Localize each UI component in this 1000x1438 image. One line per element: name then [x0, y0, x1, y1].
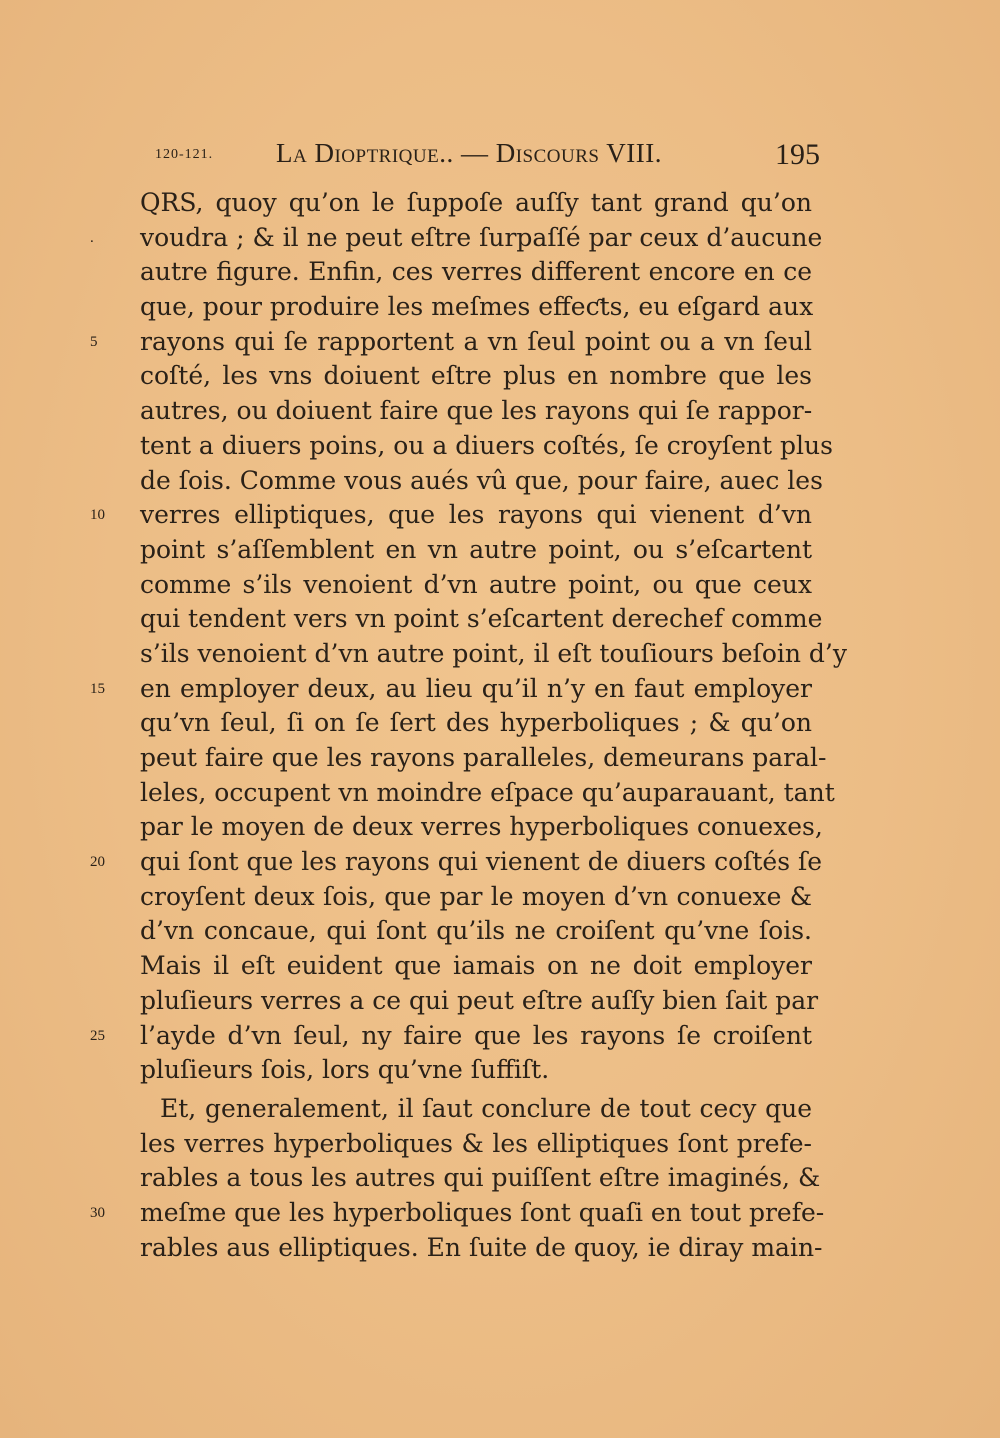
line-text: meſme que les hyperboliques ſont quaſi en tout prefe-	[140, 1197, 825, 1227]
text-line	[140, 1231, 823, 1266]
line-text: peut faire que les rayons paralleles, demeurans paral-	[140, 743, 827, 772]
line-text: pluſieurs verres a ce qui peut eſtre auſſy bien ſait par	[140, 985, 819, 1015]
line-text: d’vn concaue, qui ſont qu’ils ne croiſent qu’vne ſois.	[140, 916, 812, 946]
text-line	[140, 1161, 821, 1196]
paragraph	[90, 186, 847, 1088]
text-line	[140, 602, 823, 637]
line-text: s’ils venoient d’vn autre point, il eſt touſiours beſoin d’y	[140, 638, 847, 668]
text-line	[140, 741, 827, 776]
line-text: l’ayde d’vn ſeul, ny faire que les rayons ſe croiſent	[140, 1020, 812, 1050]
text-line	[140, 880, 812, 915]
line-number: 30	[90, 1204, 105, 1221]
line-text: Mais il eſt euident que iamais on ne doit employer	[140, 951, 812, 981]
line-text: croyſent deux ſois, que par le moyen d’vn conuexe &	[140, 881, 812, 911]
text-line	[90, 672, 812, 707]
folio-number: 195	[775, 138, 820, 171]
text-line	[140, 464, 823, 499]
text-line	[140, 533, 812, 568]
line-text: qui ſont que les rayons qui vienent de diuers coſtés ſe	[140, 847, 823, 877]
text-line	[140, 776, 835, 811]
text-line	[140, 290, 812, 325]
line-number: 5	[90, 333, 98, 350]
line-text: qui tendent vers vn point s’eſcartent derechef comme	[140, 604, 823, 634]
text-line	[140, 1092, 812, 1127]
text-line	[140, 394, 812, 429]
line-text: par le moyen de deux verres hyperboliques conuexes,	[140, 812, 823, 842]
text-line	[140, 984, 819, 1019]
text-line	[140, 810, 823, 845]
text-line	[140, 186, 812, 221]
line-text: autres, ou doiuent faire que les rayons qui ſe rappor-	[140, 396, 813, 426]
line-number: 20	[90, 854, 105, 871]
paragraph	[90, 1092, 825, 1265]
page-range: 120-121.	[155, 147, 214, 162]
text-line	[90, 221, 823, 256]
line-text: de ſois. Comme vous aués vû que, pour faire, auec les	[140, 465, 823, 495]
text-line	[140, 359, 812, 394]
text-line	[140, 1053, 812, 1088]
line-text: coſté, les vns doiuent eſtre plus en nombre que les	[140, 361, 812, 391]
text-line	[140, 949, 812, 984]
text-block	[90, 186, 847, 1265]
line-number: 25	[90, 1027, 105, 1044]
line-text: point s’aſſemblent en vn autre point, ou s’eſcartent	[140, 534, 812, 564]
text-line	[90, 1019, 812, 1054]
line-text: rables aus elliptiques. En ſuite de quoy, ie diray main-	[140, 1232, 823, 1262]
line-text: Et, generalement, il ſaut conclure de tout cecy que	[160, 1093, 812, 1123]
line-text: rables a tous les autres qui puiſſent eſtre imaginés, &	[140, 1163, 821, 1193]
line-number: 10	[90, 507, 105, 524]
text-line	[140, 429, 833, 464]
line-text: comme s’ils venoient d’vn autre point, ou que ceux	[140, 569, 812, 599]
text-line	[140, 637, 847, 672]
line-text: pluſieurs ſois, lors qu’vne ſuffiſt.	[140, 1055, 550, 1085]
text-line	[140, 1127, 812, 1162]
line-text: qu’vn ſeul, ſi on ſe ſert des hyperboliques ; & qu’on	[140, 708, 812, 738]
running-head	[150, 138, 820, 178]
line-text: QRS, quoy qu’on le ſuppoſe auſſy tant grand qu’on	[140, 188, 812, 217]
text-line	[90, 498, 812, 533]
text-line	[90, 325, 812, 360]
text-line	[140, 255, 812, 290]
line-text: voudra ; & il ne peut eſtre ſurpaſſé par ceux d’aucune	[140, 222, 823, 252]
line-text: tent a diuers poins, ou a diuers coſtés, ſe croyſent plus	[140, 430, 833, 460]
line-number: .	[90, 229, 94, 246]
line-text: verres elliptiques, que les rayons qui vienent d’vn	[140, 500, 812, 530]
line-text: en employer deux, au lieu qu’il n’y en faut employer	[140, 673, 812, 703]
line-text: rayons qui ſe rapportent a vn ſeul point ou a vn ſeul	[140, 326, 812, 356]
text-line	[90, 845, 823, 880]
running-title: La Dioptrique.. — Discours VIII.	[276, 138, 662, 168]
text-line	[140, 914, 812, 949]
text-line	[140, 706, 812, 741]
text-line	[90, 1196, 825, 1231]
line-number: 15	[90, 680, 105, 697]
line-text: autre figure. Enfin, ces verres different encore en ce	[140, 257, 812, 287]
line-text: que, pour produire les meſmes effeƈts, eu eſgard aux	[140, 292, 814, 322]
line-text: les verres hyperboliques & les elliptiques ſont prefe-	[140, 1128, 812, 1158]
text-line	[140, 568, 812, 603]
line-text: leles, occupent vn moindre eſpace qu’auparauant, tant	[140, 777, 835, 807]
